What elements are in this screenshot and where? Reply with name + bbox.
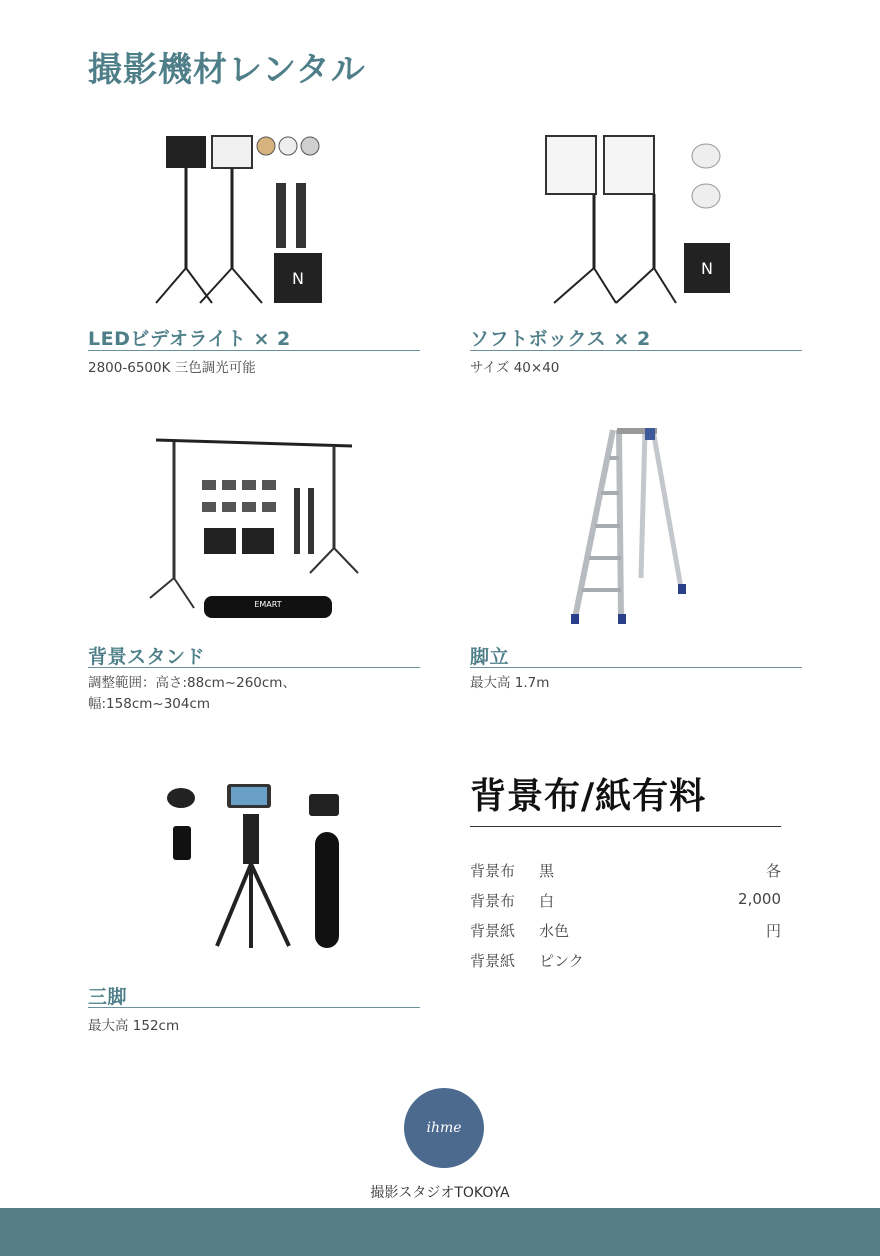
softbox-image <box>470 128 802 328</box>
svg-text:N: N <box>701 259 713 278</box>
fee-row <box>470 860 781 882</box>
item-title: LEDビデオライト × 2 <box>88 328 291 350</box>
item-title: 背景スタンド <box>88 646 206 668</box>
fee-row <box>470 920 781 942</box>
divider <box>88 667 420 668</box>
fee-color: ピンク <box>539 952 584 970</box>
divider <box>470 826 781 827</box>
item-title: 脚立 <box>470 646 510 668</box>
footer-bar <box>0 1208 880 1256</box>
fee-category: 背景布 <box>470 862 516 880</box>
item-desc-line: サイズ 40×40 <box>470 360 560 376</box>
svg-text:EMART: EMART <box>254 600 282 609</box>
item-desc-line: 幅:158cm~304cm <box>88 696 211 712</box>
fee-heading: 背景布/紙有料 <box>470 776 707 817</box>
page-title: 撮影機材レンタル <box>88 50 366 90</box>
item-desc-line: 2800-6500K 三色調光可能 <box>88 360 256 376</box>
svg-text:N: N <box>292 269 304 288</box>
fee-color: 白 <box>539 892 555 910</box>
item-desc-line: 調整範囲：高さ:88cm~260cm、 <box>88 675 296 691</box>
studio-logo: ihme <box>404 1088 484 1168</box>
fee-price: 2,000 <box>738 890 781 908</box>
fee-price: 円 <box>765 922 781 940</box>
divider <box>470 350 802 351</box>
backdrop-stand-image <box>88 428 420 628</box>
fee-category: 背景布 <box>470 892 516 910</box>
fee-row <box>470 950 781 972</box>
item-title: ソフトボックス × 2 <box>470 328 651 350</box>
ladder-image <box>470 428 802 628</box>
fee-category: 背景紙 <box>470 952 516 970</box>
studio-name: 撮影スタジオTOKOYA <box>370 1185 510 1201</box>
item-desc-line: 最大高 1.7m <box>470 675 550 691</box>
fee-row <box>470 890 781 912</box>
item-desc-line: 最大高 152cm <box>88 1018 180 1034</box>
fee-color: 水色 <box>539 922 570 940</box>
divider <box>470 667 802 668</box>
fee-category: 背景紙 <box>470 922 516 940</box>
divider <box>88 350 420 351</box>
divider <box>88 1007 420 1008</box>
tripod-image <box>88 776 420 976</box>
item-title: 三脚 <box>88 986 128 1008</box>
fee-price: 各 <box>765 862 781 880</box>
fee-color: 黒 <box>539 862 555 880</box>
led-light-image <box>88 128 420 328</box>
